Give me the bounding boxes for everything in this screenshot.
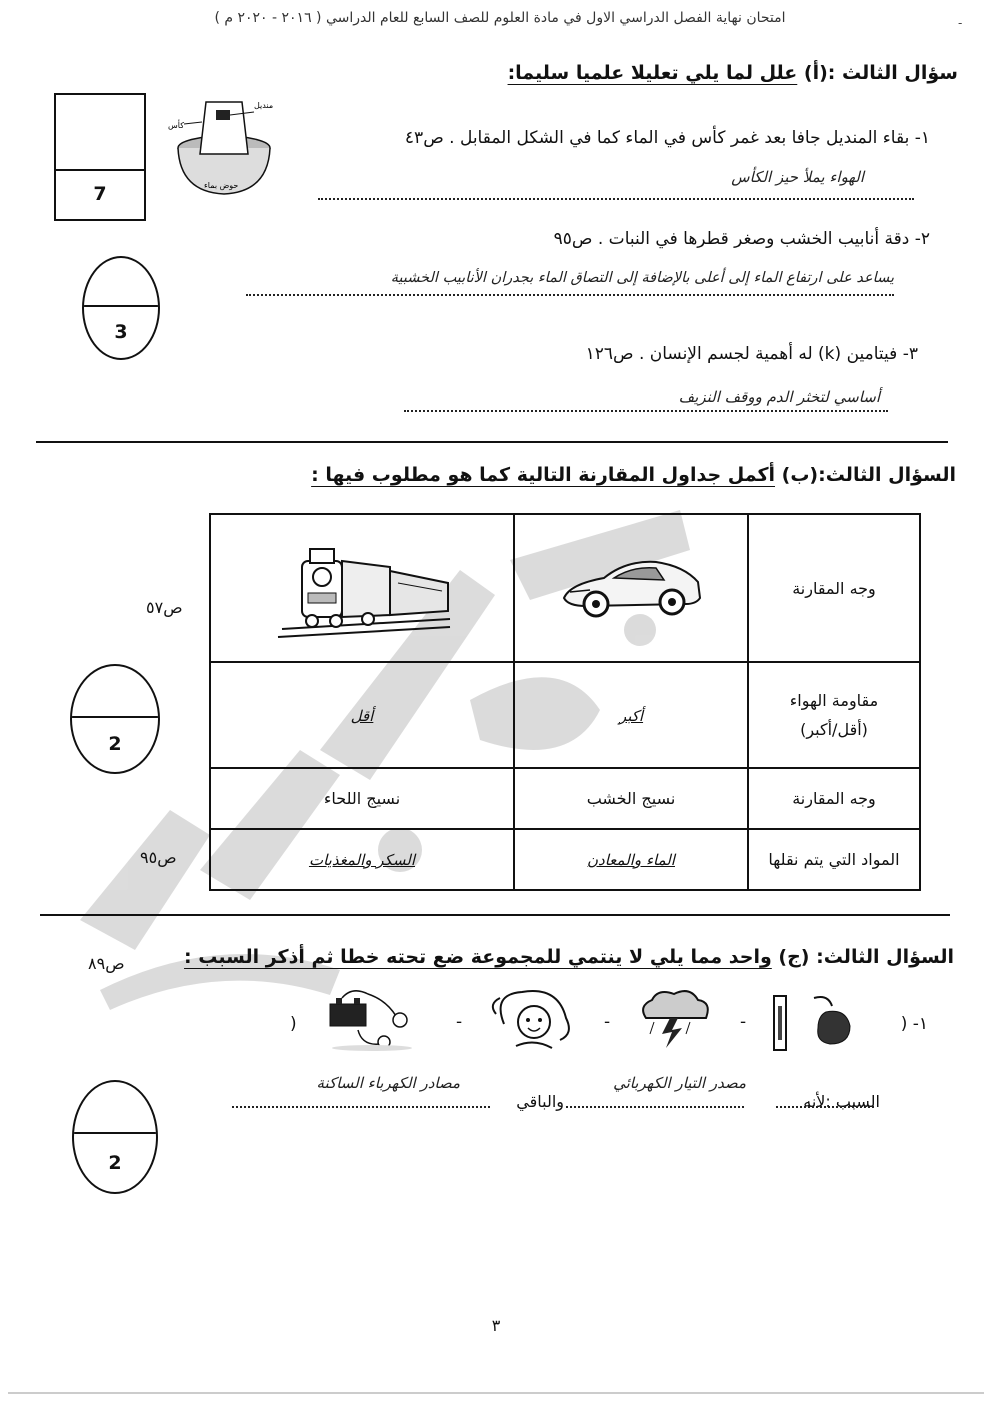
row2-car-cell: أكبر xyxy=(514,662,748,768)
section-a-title: سؤال الثالث :(أ) علل لما يلي تعليلا علميا سليما: xyxy=(507,62,958,84)
separator-dash: - xyxy=(456,1012,463,1032)
section-c-title: السؤال الثالث: (ج) واحد مما يلي لا ينتمي للمجموعة ضع تحته خطا ثم أذكر السبب : xyxy=(184,946,954,968)
answer-a3: أساسي لتخثر الدم ووقف النزيف xyxy=(678,388,880,406)
napkin-label: منديل xyxy=(254,101,274,110)
section-b-title: السؤال الثالث:(ب) أكمل جداول المقارنة التالية كما هو مطلوب فيها : xyxy=(311,464,956,486)
row2-train-cell: أقل xyxy=(210,662,514,768)
separator-dash: - xyxy=(740,1012,747,1032)
hand-comb-icon xyxy=(766,992,858,1054)
answer-line-a3 xyxy=(404,410,888,412)
score-oval-b: 2 xyxy=(70,664,160,774)
cup-label: كأس xyxy=(168,121,185,130)
question-a1: ١- بقاء المنديل جافا بعد غمر كأس في الماء كما في الشكل المقابل . ص٤٣ xyxy=(404,128,930,148)
divider-2 xyxy=(40,914,950,916)
row2-header: مقاومة الهواء (أقل/أكبر) xyxy=(748,662,920,768)
page-ref-b-top: ص٥٧ xyxy=(146,598,183,617)
score-box-a: 7 xyxy=(54,93,146,221)
table-row xyxy=(210,768,920,829)
table-row xyxy=(210,662,920,768)
reason-answer: مصدر التيار الكهربائي xyxy=(613,1074,746,1092)
answer-line-a1 xyxy=(318,198,914,200)
divider-1 xyxy=(36,441,948,443)
table-row xyxy=(210,829,920,890)
cup-in-water-figure xyxy=(168,98,280,200)
row3-col2: نسيج اللحاء xyxy=(210,768,514,829)
row3-col1: نسيج الخشب xyxy=(514,768,748,829)
page-ref-b-bottom: ص٩٥ xyxy=(140,848,177,867)
basin-label: حوض بماء xyxy=(204,181,239,190)
sports-car-icon xyxy=(556,546,706,626)
row4-header: المواد التي يتم نقلها xyxy=(748,829,920,890)
rest-label: والباقي xyxy=(516,1092,564,1111)
reason-line xyxy=(566,1106,744,1108)
lightning-cloud-icon xyxy=(634,988,714,1050)
separator-dash: - xyxy=(604,1012,611,1032)
row4-col2: السكر والمغذيات xyxy=(210,829,514,890)
car-cell xyxy=(514,514,748,662)
answer-a2: يساعد على ارتفاع الماء إلى أعلى بالإضافة إلى التصاق الماء بجدران الأنابيب الخشبية xyxy=(390,270,894,286)
footer-rule xyxy=(8,1392,984,1394)
battery-circuit-icon xyxy=(322,990,418,1052)
corner-mark: - xyxy=(958,16,963,30)
reason-label: السبب :لأنه xyxy=(803,1092,880,1111)
rest-line xyxy=(232,1106,490,1108)
score-oval-a: 3 xyxy=(82,256,160,360)
table-row xyxy=(210,514,920,662)
rest-answer: مصادر الكهرباء الساكنة xyxy=(316,1074,460,1092)
exam-header: امتحان نهاية الفصل الدراسي الاول في مادة العلوم للصف السابع للعام الدراسي ( ٢٠١٦ - ٢٠٢٠ م ) xyxy=(214,10,786,26)
score-oval-c: 2 xyxy=(72,1080,158,1194)
row4-col1: الماء والمعادن xyxy=(514,829,748,890)
answer-a1: الهواء يملأ حيز الكأس xyxy=(731,168,864,186)
comparison-table xyxy=(209,513,921,891)
reason-line-start xyxy=(776,1106,874,1108)
page-number: ٣ xyxy=(491,1316,501,1335)
train-icon xyxy=(272,531,452,641)
question-a3: ٣- فيتامين (k) له أهمية لجسم الإنسان . ص١٢٦ xyxy=(585,344,918,364)
question-a2: ٢- دقة أنابيب الخشب وصغر قطرها في النبات . ص٩٥ xyxy=(553,229,930,249)
answer-line-a2 xyxy=(246,294,894,296)
page-ref-c: ص٨٩ xyxy=(88,954,125,973)
train-cell xyxy=(210,514,514,662)
close-paren: ) xyxy=(290,1014,297,1034)
girl-hair-icon xyxy=(486,984,580,1054)
row1-header: وجه المقارنة xyxy=(748,514,920,662)
row3-header: وجه المقارنة xyxy=(748,768,920,829)
item-number-c1: ١- ( xyxy=(900,1014,928,1034)
